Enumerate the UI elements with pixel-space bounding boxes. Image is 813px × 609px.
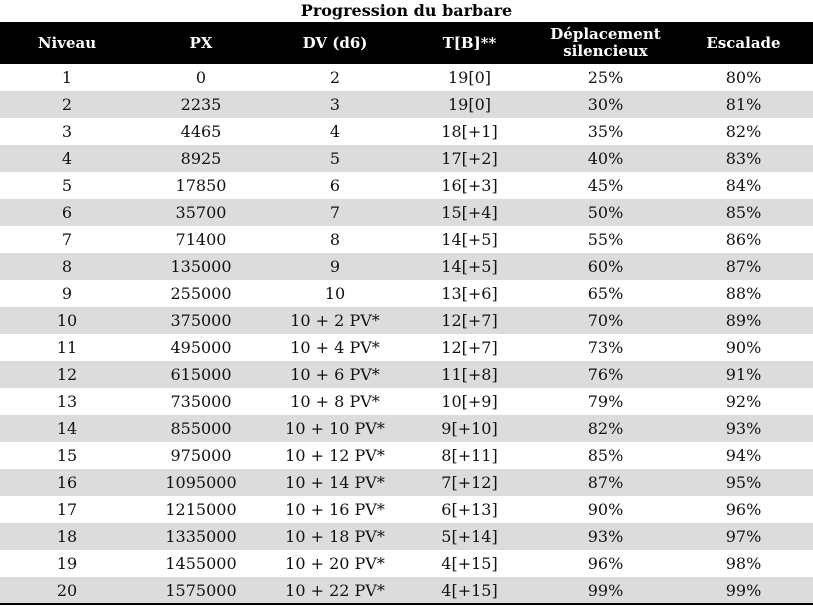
table-row: [0, 388, 813, 415]
cell-niveau: 8: [61, 257, 73, 276]
cell-px: 1455000: [165, 554, 237, 573]
cell-dv: 10 + 22 PV*: [268, 577, 402, 604]
cell-escalade: 87%: [725, 257, 762, 276]
cell-dv: 10 + 16 PV*: [285, 500, 385, 519]
cell-deplacement: 73%: [587, 338, 624, 357]
cell-niveau: 7: [61, 230, 73, 249]
cell-dv: 10 + 8 PV*: [290, 392, 380, 411]
table-row: [0, 118, 813, 145]
cell-px: 1575000: [134, 577, 268, 604]
cell-escalade: 89%: [725, 311, 762, 330]
cell-dv: 5: [329, 149, 341, 168]
header-deplacement: Déplacement silencieux: [550, 25, 661, 60]
cell-tb: 7[+12]: [441, 473, 498, 492]
cell-px: 1335000: [165, 527, 237, 546]
cell-escalade: 94%: [725, 446, 762, 465]
cell-niveau: 2: [61, 95, 73, 114]
cell-deplacement: 70%: [587, 311, 624, 330]
cell-deplacement: 40%: [587, 149, 624, 168]
cell-px: 255000: [170, 284, 232, 303]
header-niveau: Niveau: [37, 33, 97, 52]
cell-tb: 6[+13]: [441, 500, 498, 519]
cell-tb: 12[+7]: [441, 338, 498, 357]
cell-tb: 9[+10]: [441, 419, 498, 438]
table-row: [0, 172, 813, 199]
cell-dv: 10 + 18 PV*: [285, 527, 385, 546]
header-tb: T[B]**: [442, 33, 497, 52]
cell-escalade: 92%: [725, 392, 762, 411]
cell-escalade: 96%: [725, 500, 762, 519]
table-row: [0, 469, 813, 496]
cell-niveau: 13: [56, 392, 78, 411]
header-row: [0, 22, 813, 64]
cell-dv: 8: [329, 230, 341, 249]
cell-tb: 15[+4]: [441, 203, 498, 222]
header-px: PX: [189, 33, 213, 52]
cell-deplacement: 76%: [587, 365, 624, 384]
cell-escalade: 99%: [674, 577, 813, 604]
cell-niveau: 3: [61, 122, 73, 141]
cell-deplacement: 50%: [587, 203, 624, 222]
cell-tb: 4[+15]: [402, 577, 537, 604]
cell-escalade: 84%: [725, 176, 762, 195]
cell-px: 8925: [180, 149, 222, 168]
cell-tb: 13[+6]: [441, 284, 498, 303]
cell-niveau: 10: [56, 311, 78, 330]
cell-escalade: 81%: [725, 95, 762, 114]
cell-niveau: 17: [56, 500, 78, 519]
cell-niveau: 14: [56, 419, 78, 438]
cell-px: 0: [195, 68, 207, 87]
cell-niveau: 18: [56, 527, 78, 546]
cell-px: 4465: [180, 122, 222, 141]
cell-tb: 16[+3]: [441, 176, 498, 195]
cell-deplacement: 30%: [587, 95, 624, 114]
cell-px: 735000: [170, 392, 232, 411]
table-row: [0, 550, 813, 577]
cell-tb: 5[+14]: [441, 527, 498, 546]
table-row: [0, 64, 813, 91]
header-dv: DV (d6): [302, 33, 368, 52]
cell-px: 975000: [170, 446, 232, 465]
cell-dv: 10 + 4 PV*: [290, 338, 380, 357]
table-row: [0, 334, 813, 361]
cell-deplacement: 65%: [587, 284, 624, 303]
cell-dv: 4: [329, 122, 341, 141]
cell-tb: 4[+15]: [441, 554, 498, 573]
table-title: Progression du barbare: [300, 1, 513, 20]
table-row: [0, 523, 813, 550]
cell-escalade: 91%: [725, 365, 762, 384]
cell-dv: 10 + 14 PV*: [285, 473, 385, 492]
cell-dv: 3: [329, 95, 341, 114]
cell-px: 615000: [170, 365, 232, 384]
cell-dv: 7: [329, 203, 341, 222]
cell-tb: 12[+7]: [441, 311, 498, 330]
cell-niveau: 11: [56, 338, 78, 357]
table-row: [0, 199, 813, 226]
cell-escalade: 95%: [725, 473, 762, 492]
cell-deplacement: 79%: [587, 392, 624, 411]
header-escalade: Escalade: [706, 33, 781, 52]
cell-escalade: 85%: [725, 203, 762, 222]
table-row: [0, 91, 813, 118]
cell-escalade: 97%: [725, 527, 762, 546]
cell-deplacement: 55%: [587, 230, 624, 249]
cell-deplacement: 25%: [587, 68, 624, 87]
cell-px: 855000: [170, 419, 232, 438]
cell-dv: 10 + 2 PV*: [290, 311, 380, 330]
cell-px: 71400: [175, 230, 227, 249]
cell-escalade: 88%: [725, 284, 762, 303]
cell-px: 495000: [170, 338, 232, 357]
cell-escalade: 98%: [725, 554, 762, 573]
cell-deplacement: 93%: [587, 527, 624, 546]
cell-px: 1215000: [165, 500, 237, 519]
cell-escalade: 80%: [725, 68, 762, 87]
table-row: [0, 280, 813, 307]
cell-tb: 8[+11]: [441, 446, 498, 465]
cell-px: 1095000: [165, 473, 237, 492]
cell-escalade: 86%: [725, 230, 762, 249]
cell-deplacement: 82%: [587, 419, 624, 438]
cell-deplacement: 87%: [587, 473, 624, 492]
cell-dv: 10 + 20 PV*: [285, 554, 385, 573]
cell-px: 375000: [170, 311, 232, 330]
table-row: [0, 145, 813, 172]
table-row: [0, 226, 813, 253]
cell-niveau: 9: [61, 284, 73, 303]
cell-escalade: 93%: [725, 419, 762, 438]
cell-tb: 14[+5]: [441, 257, 498, 276]
cell-escalade: 90%: [725, 338, 762, 357]
cell-px: 17850: [175, 176, 227, 195]
cell-dv: 10 + 12 PV*: [285, 446, 385, 465]
cell-niveau: 4: [61, 149, 73, 168]
cell-dv: 6: [329, 176, 341, 195]
cell-niveau: 19: [56, 554, 78, 573]
cell-px: 35700: [175, 203, 227, 222]
cell-dv: 2: [329, 68, 341, 87]
table-row: [0, 307, 813, 334]
cell-deplacement: 35%: [587, 122, 624, 141]
cell-niveau: 15: [56, 446, 78, 465]
cell-px: 135000: [170, 257, 232, 276]
cell-deplacement: 60%: [587, 257, 624, 276]
cell-dv: 10 + 6 PV*: [290, 365, 380, 384]
cell-niveau: 6: [61, 203, 73, 222]
cell-tb: 14[+5]: [441, 230, 498, 249]
cell-deplacement: 99%: [537, 577, 674, 604]
cell-tb: 19[0]: [447, 68, 492, 87]
cell-dv: 10 + 10 PV*: [285, 419, 385, 438]
cell-tb: 18[+1]: [441, 122, 498, 141]
cell-escalade: 83%: [725, 149, 762, 168]
table-row: [0, 253, 813, 280]
cell-niveau: 12: [56, 365, 78, 384]
table-row: [0, 361, 813, 388]
table-row: [0, 496, 813, 523]
cell-tb: 19[0]: [447, 95, 492, 114]
table-row: [0, 415, 813, 442]
cell-tb: 10[+9]: [441, 392, 498, 411]
cell-dv: 9: [329, 257, 341, 276]
cell-niveau: 1: [61, 68, 73, 87]
cell-tb: 11[+8]: [441, 365, 498, 384]
cell-px: 2235: [180, 95, 222, 114]
progression-table: [0, 22, 813, 605]
cell-tb: 17[+2]: [441, 149, 498, 168]
cell-niveau: 16: [56, 473, 78, 492]
cell-deplacement: 45%: [587, 176, 624, 195]
cell-deplacement: 96%: [587, 554, 624, 573]
table-row: [0, 442, 813, 469]
table-row: [0, 577, 813, 604]
cell-dv: 10: [324, 284, 346, 303]
cell-deplacement: 85%: [587, 446, 624, 465]
cell-deplacement: 90%: [587, 500, 624, 519]
cell-escalade: 82%: [725, 122, 762, 141]
cell-niveau: 20: [0, 577, 134, 604]
cell-niveau: 5: [61, 176, 73, 195]
